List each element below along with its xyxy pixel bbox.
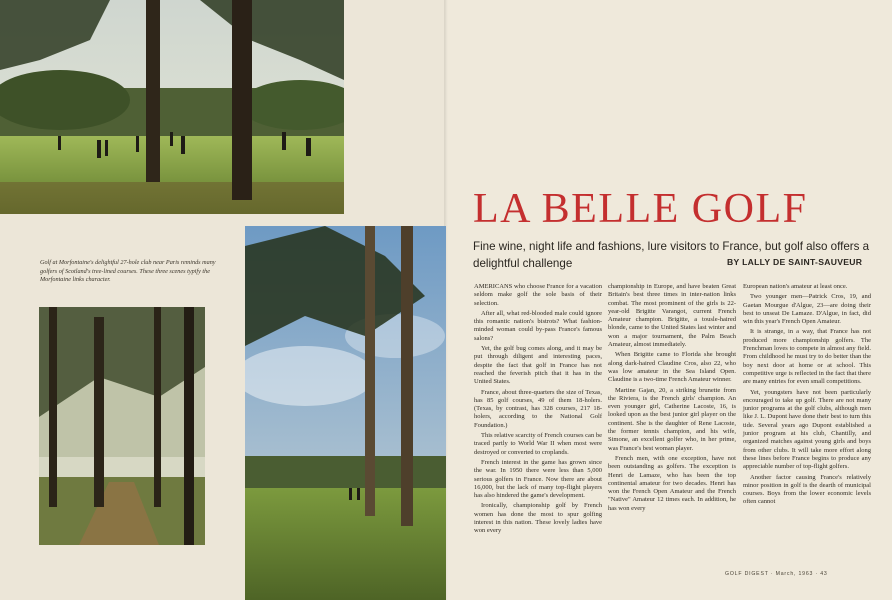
article-headline: LA BELLE GOLF [473, 186, 808, 232]
paragraph: AMERICANS who choose France for a vacation seldom make golf the sole basis of their selection. [474, 283, 602, 307]
photo-caption: Golf at Morfontaine's delightful 27-hole club near Paris reminds many golfers of Scotland's tree-lined courses. These three scenes typify the Morfontaine links character. [40, 259, 216, 284]
paragraph: Ironically, championship golf by French women has done the most to spur golfing interest in this nation. These lovely ladies have won every [474, 502, 602, 535]
paragraph: Two younger men—Patrick Cros, 19, and Gaetan Mourgue d'Algue, 23—are doing their best to unseat De Lamaze. D'Algue, in fact, did win this year's French Open Amateur. [743, 293, 871, 326]
text-column-3 [743, 283, 871, 509]
paragraph: French interest in the game has grown since the war. In 1950 there were less than 5,000 serious golfers in France. Now there are about 16,000, but the lack of many top-flight players has also hindered the game's development. [474, 458, 602, 500]
text-column-2 [608, 283, 736, 515]
paragraph: championship in Europe, and have beaten Great Britain's best three times in inter-nation links combat. The most prominent of the girls is 22-year-old Brigitte Varangot, current French Amateur champion. Brigitte, a tousle-haired blonde, came to the United States last winter and won a major tournament, the Palm Beach Amateur, almost immediately. [608, 283, 736, 349]
page-folio: GOLF DIGEST · March, 1963 · 43 [725, 571, 828, 577]
paragraph: Yet, the golf bug comes along, and it may be put through diligent and interesting paces, despite the fact that golf in France has not reached the feverish pitch that it has in the United States. [474, 345, 602, 386]
paragraph: French men, with one exception, have not been outstanding as golfers. The exception is Henri de Lamaze, who has been the top continental amateur for two decades. Henri has won the French Open Amateur and the French "Native" Amateur 12 times each. In addition, he has won every [608, 454, 736, 512]
tree-lined-path-photo [39, 307, 205, 545]
article-byline: BY LALLY DE SAINT-SAUVEUR [727, 257, 863, 267]
paragraph: Another factor causing France's relatively minor position in golf is the dearth of municipal courses. Boys from the lower economic levels often cannot [743, 473, 871, 506]
article-dek: Fine wine, night life and fashions, lure visitors to France, but golf also offers a delightful challenge [473, 240, 870, 270]
text-column-1 [474, 283, 602, 538]
paragraph: Yet, youngsters have not been particularly encouraged to take up golf. There are not many junior programs at the golf clubs, although men like J. L. Dupont have done their best to turn this tide. Several years ago Dupont established a junior program at his club, Chantilly, and organized matches against young girls and boys from other clubs. It will take more effort along these lines before France begins to produce any appreciable number of top-flight golfers. [743, 388, 871, 471]
paragraph: After all, what red-blooded male could ignore this romantic nation's bistrots? What fashion-minded woman could by-pass France's famous salons? [474, 309, 602, 342]
paragraph: France, about three-quarters the size of Texas, has 85 golf courses, 49 of them 18-holers. (Texas, by contrast, has 328 courses, 217 18-holers, according to the National Golf Foundation.) [474, 388, 602, 429]
tall-pines-fairway-photo [245, 226, 446, 600]
golfers-fairway-photo [0, 0, 344, 214]
paragraph: Martine Gajan, 20, a striking brunette from the Riviera, is the French girls' champion. An even younger girl, Catherine Lacoste, 16, is looked upon as the best junior girl player on the continent. She is the daughter of Rene Lacoste, the former tennis champion, and his wife, Simone, an excellent golfer who, in her prime, was France's best woman player. [608, 386, 736, 452]
paragraph: It is strange, in a way, that France has not produced more championship golfers. The Frenchman loves to compete in almost any field. From childhood he must try to do better than the boy next door at home or at school. This competitive urge is reflected in the fact that there are many entries for even small competitions. [743, 328, 871, 386]
paragraph: This relative scarcity of French courses can be traced partly to World War II when most were destroyed or converted to croplands. [474, 432, 602, 456]
paragraph: When Brigitte came to Florida she brought along dark-haired Claudine Cros, also 22, who was low amateur in the Sea Island Open. Claudine is a two-time French Amateur winner. [608, 351, 736, 384]
paragraph: European nation's amateur at least once. [743, 283, 848, 290]
